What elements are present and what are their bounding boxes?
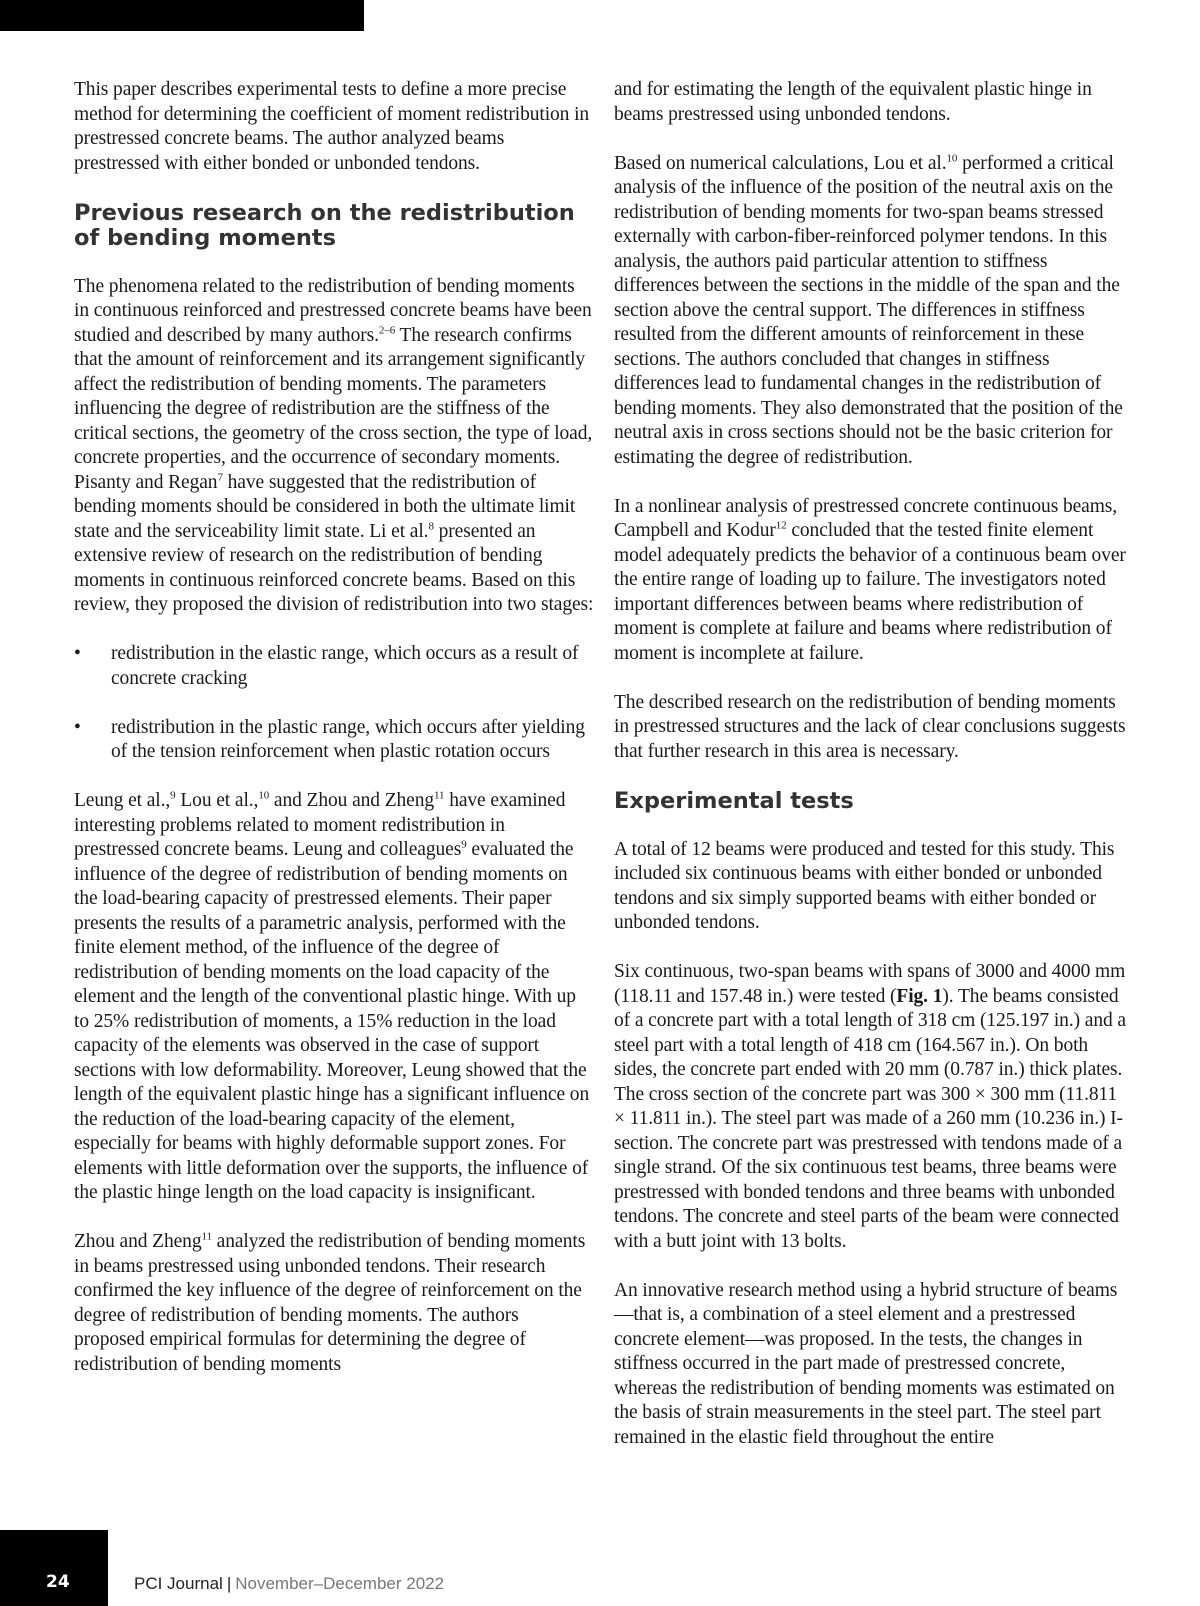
citation-ref: 8	[428, 520, 434, 532]
bullet-list	[74, 642, 594, 765]
citation-ref: 11	[201, 1230, 212, 1243]
section-heading: Previous research on the redistribution of bending moments	[74, 199, 575, 251]
paragraph: Six continuous, two-span beams with spans of 3000 and 4000 mm (118.11 and 157.48 in.) were tested (Fig. 1). The beams consisted of a concrete part with a total length of 318 cm (125.197 in.) and a steel part with a total length of 418 cm (164.567 in.). On both sides, the concrete part ended with 20 mm (0.787 in.) thick plates. The cross section of the concrete part was 300 × 300 mm (11.811 × 11.811 in.). The steel part was made of a 260 mm (10.236 in.) I-section. The concrete part was prestressed with tendons made of a single strand. Of the six continuous test beams, three beams were prestressed with bonded tendons and three beams with unbonded tendons. The concrete and steel parts of the beam were connected with a butt joint with 13 bolts.	[614, 961, 1126, 1252]
citation-ref: 12	[775, 519, 787, 532]
page-number-box	[0, 1530, 108, 1606]
paragraph: The described research on the redistribution of bending moments in prestressed structures and the lack of clear conclusions suggests that further research in this area is necessary.	[614, 691, 1126, 762]
paragraph: and for estimating the length of the equivalent plastic hinge in beams prestressed using unbonded tendons.	[614, 79, 1092, 125]
section-heading: Experimental tests	[614, 787, 854, 814]
figure-link[interactable]: Fig. 1	[896, 985, 943, 1007]
citation-ref: 9	[170, 789, 176, 802]
paragraph: An innovative research method using a hybrid structure of beams—that is, a combination of a steel element and a prestressed concrete element—was proposed. In the tests, the changes in stiffness occurred in the part made of prestressed concrete, whereas the redistribution of bending moments was estimated on the basis of strain measurements in the steel part. The steel part remained in the elastic field throughout the entire	[614, 1279, 1118, 1448]
paragraph: The phenomena related to the redistribution of bending moments in continuous reinforced and prestressed concrete beams have been studied and described by many authors.$^{2-6}$ The research confirms that the amount of reinforcement and its arrangement significantly affect the redistribution of bending moments. The parameters influencing the degree of redistribution are the stiffness of the critical sections, the geometry of the cross section, the type of load, concrete properties, and the occurrence of secondary moments. Pisanty and Regan$^7$ have suggested that the redistribution of bending moments should be considered in both the ultimate limit state and the serviceability limit state. Li et al.$^8$ presented an extensive review of research on the redistribution of bending moments in continuous reinforced concrete beams. Based on this review, they proposed the division of redistribution into two stages:	[74, 275, 594, 615]
citation-ref: 10	[258, 789, 270, 802]
header-bar	[0, 0, 364, 31]
running-footer	[134, 1574, 444, 1594]
paragraph: Zhou and Zheng$^{11}$ analyzed the redistribution of bending moments in beams prestressed using unbonded tendons. Their research confirmed the key influence of the degree of reinforcement on the degree of redistribution of bending moments. The authors proposed empirical formulas for determining the degree of redistribution of bending moments	[74, 1230, 586, 1375]
journal-name: PCI Journal	[134, 1574, 223, 1593]
paragraph: A total of 12 beams were produced and tested for this study. This included six continuous beams with either bonded or unbonded tendons and six simply supported beams with either bonded or unbonded tendons.	[614, 838, 1115, 933]
paragraph: Based on numerical calculations, Lou et al.$^{10}$ performed a critical analysis of the influence of the position of the neutral axis on the redistribution of bending moments for two-span beams stressed externally with carbon-fiber-reinforced polymer tendons. In this analysis, the authors paid particular attention to stiffness differences between the sections in the middle of the span and the section above the central support. The differences in stiffness resulted from the different amounts of reinforcement in these sections. The authors concluded that changes in stiffness differences lead to fundamental changes in the redistribution of bending moments. They also demonstrated that the position of the neutral axis in cross sections should not be the basic criterion for estimating the degree of redistribution.	[614, 152, 1123, 468]
paragraph: In a nonlinear analysis of prestressed concrete continuous beams, Campbell and Kodur$^{12}$ concluded that the tested finite element model adequately predicts the behavior of a continuous beam over the entire range of loading up to failure. The investigators noted important differences between beams where redistribution of moment is complete at failure and beams where redistribution of moment is incomplete at failure.	[614, 495, 1126, 664]
citation-ref: 2–6	[378, 324, 396, 336]
citation-ref: 10	[946, 152, 958, 164]
citation-ref: 9	[461, 838, 467, 851]
page-number: 24	[46, 1572, 70, 1592]
paragraph: Leung et al.,$^9$ Lou et al.,$^{10}$ and Zhou and Zheng$^{11}$ have examined interesting problems related to moment redistribution in prestressed concrete beams. Leung and colleagues$^9$ evaluated the influence of the degree of redistribution of bending moments on the load-bearing capacity of prestressed elements. Their paper presents the results of a parametric analysis, performed with the finite element method, of the influence of the degree of redistribution of bending moments on the load capacity of the element and the length of the conventional plastic hinge. With up to 25% redistribution of moments, a 15% reduction in the load capacity of the elements was observed in the case of support sections with low deformability. Moreover, Leung showed that the length of the equivalent plastic hinge has a significant influence on the reduction of the load-bearing capacity of the element, especially for beams with highly deformable support zones. For elements with little deformation over the supports, the influence of the plastic hinge length on the load capacity is insignificant.	[74, 789, 590, 1203]
citation-ref: 7	[217, 471, 223, 483]
right-column	[614, 78, 1132, 1475]
issue-date: November–December 2022	[235, 1574, 445, 1593]
footer-separator: |	[226, 1574, 232, 1593]
list-item: • redistribution in the elastic range, which occurs as a result of concrete cracking	[74, 643, 579, 689]
list-item: • redistribution in the plastic range, which occurs after yielding of the tension reinforcement when plastic rotation occurs	[74, 716, 585, 762]
bullet-icon: •	[74, 716, 81, 738]
paragraph: This paper describes experimental tests to define a more precise method for determining the coefficient of moment redistribution in prestressed concrete beams. The author analyzed beams prestressed with either bonded or unbonded tendons.	[74, 79, 590, 174]
left-column	[74, 78, 594, 1402]
citation-ref: 11	[434, 789, 445, 802]
bullet-icon: •	[74, 643, 81, 664]
